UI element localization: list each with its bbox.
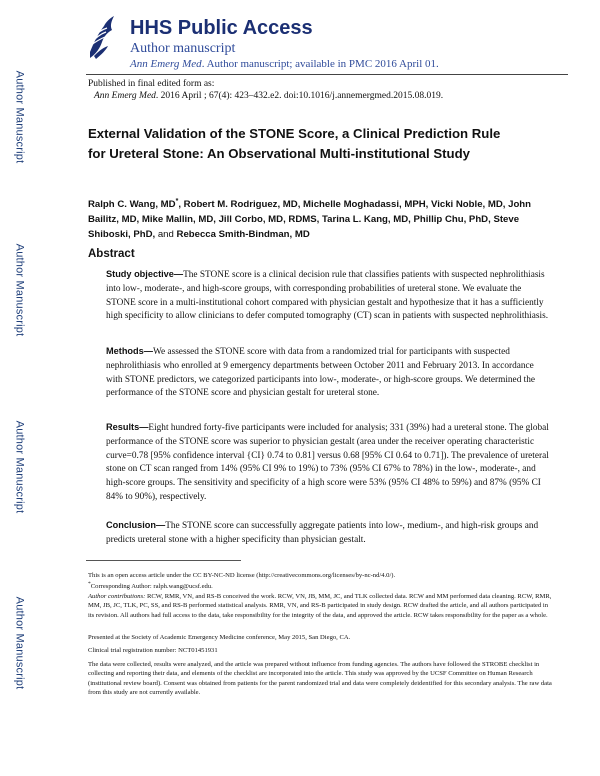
- footnote-contributions: Author contributions: RCW, RMR, VN, and RS-B conceived the work. RCW, VN, JB, MM, JC, and TLK collected data. RCW and MM performed data cleaning. RCW, RMR, MM, JB, JC, TLK, PC, SS, and RS-B performed statistical analysis. RMR, VN, and RS-B participated in study design. RCW drafted the article, and all authors participated in its revision. All authors had full access to the data, take responsibility for the integrity of the data, and approved the article. RCW takes responsibility for the paper as a whole.: [88, 593, 552, 619]
- side-banner: Author Manuscript: [13, 420, 26, 514]
- author-list: Ralph C. Wang, MD*, Robert M. Rodriguez, MD, Michelle Moghadassi, MPH, Vicki Noble, MD, John Bailitz, MD, Mike Mallin, MD, Jill Corbo, MD, RDMS, Tarina L. Kang, MD, Phillip Chu, PhD, Steve Shiboski, PhD, and Rebecca Smith-Bindman, MD: [88, 198, 532, 241]
- footnote-presented: Presented at the Society of Academic Emergency Medicine conference, May 2015, San Diego, CA.: [88, 634, 351, 641]
- header-journal-line: Ann Emerg Med. Author manuscript; available in PMC 2016 April 01.: [130, 58, 439, 70]
- header-divider: [86, 74, 568, 75]
- footnote-license: This is an open access article under the CC BY-NC-ND license (http://creativecommons.org/licenses/by-nc-nd/4.0/).: [88, 572, 396, 579]
- side-banner: Author Manuscript: [13, 243, 26, 337]
- header-subtitle: Author manuscript: [130, 41, 236, 56]
- abstract-objective: Study objective—The STONE score is a clinical decision rule that classifies patients with suspected nephrolithiasis into low-, moderate-, and high-score groups, with corresponding probabilities of ureteral stone. We evaluate the STONE score in a multi-institutional cohort compared with physician gestalt and hypothesize that it has a sufficiently high specificity to allow clinicians to defer computed tomography (CT) scan in patients with suspected nephrolithiasis.: [106, 269, 549, 322]
- publication-note: Published in final edited form as:: [88, 79, 215, 89]
- abstract-conclusion: Conclusion—The STONE score can successfully aggregate patients into low-, medium-, and high-risk groups and predicts ureteral stone with a higher specificity than physician gestalt.: [106, 520, 539, 545]
- abstract-methods: Methods—We assessed the STONE score with data from a randomized trial for participants with suspected nephrolithiasis who enrolled at 9 emergency departments between October 2011 and February 2013. In accordance with STONE predictors, we categorized participants into low-, moderate-, or high-score groups. We determined the performance of the STONE score and physician gestalt for ureteral stone.: [106, 346, 536, 399]
- footnote-data: The data were collected, results were analyzed, and the article was prepared without influence from funding agencies. The authors have followed the STROBE checklist in collecting and reporting their data, and elements of the checklist are incorporated into the article. This study was approved by the UCSF Committee on Human Research (institutional review board). Consent was obtained from patients for the parent randomized trial and data were completely deidentified for this secondary analysis. The raw data from this study are not currently available.: [88, 661, 552, 697]
- footnote-trial: Clinical trial registration number: NCT01451931: [88, 647, 218, 654]
- footnote-corresponding: *Corresponding Author: ralph.wang@ucsf.edu.: [88, 581, 213, 591]
- footnote-divider: [86, 560, 241, 561]
- abstract-heading: Abstract: [88, 248, 135, 260]
- side-banner: Author Manuscript: [13, 596, 26, 690]
- publication-citation: Ann Emerg Med. 2016 April ; 67(4): 423–432.e2. doi:10.1016/j.annemergmed.2015.08.019.: [94, 91, 444, 101]
- abstract-results: Results—Eight hundred forty-five participants were included for analysis; 331 (39%) had a ureteral stone. The global performance of the STONE score was superior to physician gestalt (area under the receiver operating characteristic curve=0.78 [95% confidence interval {CI} 0.74 to 0.81] versus 0.68 [95% CI 0.64 to 0.71]). The prevalence of ureteral stone on CT scan ranged from 14% (95% CI 9% to 19%) to 73% (95% CI 67% to 78%) in the low-, moderate-, and high-score groups. The sensitivity and specificity of a high score were 53% (95% CI 48% to 59%) and 87% (95% CI 84% to 90%), respectively.: [106, 422, 549, 502]
- hhs-eagle-logo-icon: [84, 12, 120, 62]
- article-title: External Validation of the STONE Score, a Clinical Prediction Rule for Ureteral Stone: An Observational Multi-institutional Study: [88, 126, 501, 161]
- side-banner: Author Manuscript: [13, 70, 26, 164]
- header-title: HHS Public Access: [130, 17, 313, 39]
